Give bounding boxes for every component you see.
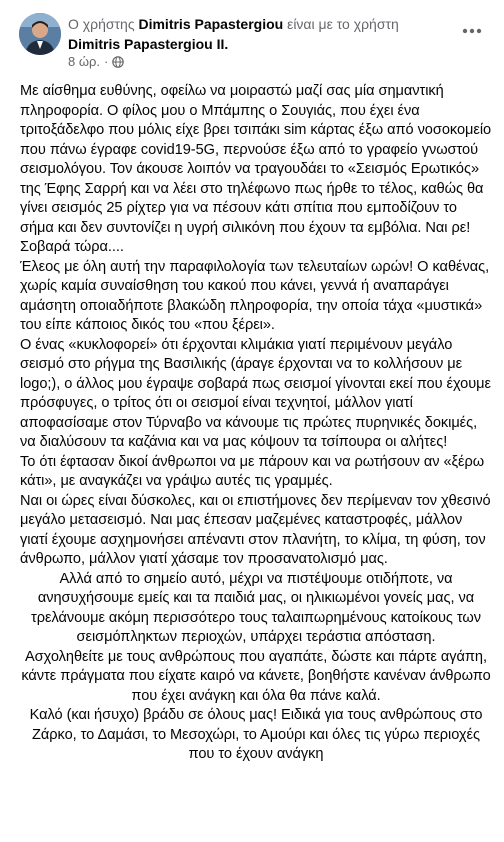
- more-options-icon: [462, 21, 482, 39]
- post-paragraph: Καλό (και ήσυχο) βράδυ σε όλους μας! Ειδικά για τους ανθρώπους στο Ζάρκο, το Δαμάσι, το Μεσοχώρι, το Αμούρι και όλες τις γύρω περιοχές που το έχουν ανάγκη: [29, 707, 483, 762]
- header-line: [68, 14, 464, 34]
- meta-separator: ·: [104, 54, 109, 69]
- post-header: [0, 0, 504, 80]
- header-text: [68, 14, 464, 54]
- post-paragraph: Έλεος με όλη αυτή την παραφιλολογία των τελευταίων ωρών! Ο καθένας, χωρίς καμία συναίσθηση του κακού που κάνει, γεννά ή αναπαράγει αμάσητη οποιαδήποτε βλακώδη πληροφορία, την οποία τάχα «μυστικά» του είπε κάποιος δικός του «που ξέρει».: [20, 258, 490, 333]
- post-paragraph: Ναι οι ώρες είναι δύσκολες, και οι επιστήμονες δεν περίμεναν τον χθεσινό μεγάλο μετασεισμό. Ναι μας έπεσαν μαζεμένες καταστροφές, μάλλον γιατί έχουμε ασχημονήσει απέναντι στον πλανήτη, το κλίμα, τη φύση, τον άνθρωπο, μάλλον γιατί χάσαμε τον προσανατολισμό μας.: [20, 492, 491, 567]
- post-paragraph: Ασχοληθείτε με τους ανθρώπους που αγαπάτε, δώστε και πάρτε αγάπη, κάντε πράγματα που είχατε καιρό να κάνετε, βοηθήστε κανέναν άνθρωπο που έχει ανάγκη και όλα θα πάνε καλά.: [21, 648, 491, 704]
- tagged-user-link[interactable]: Dimitris Papastergiou II.: [68, 36, 229, 52]
- header-prefix: Ο χρήστης: [68, 16, 139, 32]
- post-timestamp-link[interactable]: 8 ώρ.: [68, 54, 100, 69]
- globe-icon[interactable]: [112, 56, 124, 68]
- post-body: [20, 82, 492, 765]
- avatar[interactable]: [19, 13, 61, 55]
- more-options-button[interactable]: [458, 20, 486, 40]
- post-paragraph: Σοβαρά τώρα....: [20, 239, 124, 255]
- post-meta: [68, 54, 124, 69]
- author-name-link[interactable]: Dimitris Papastergiou: [138, 16, 284, 32]
- post-paragraph: Αλλά από το σημείο αυτό, μέχρι να πιστέψουμε οτιδήποτε, να ανησυχήσουμε εμείς και τα παιδιά μας, οι ηλικιωμένοι γονείς μας, να τρελάνουμε ακόμη περισσότερο τους ταλαιπωρημένους κατοίκους των σεισμόπληκτων περιοχών, υπάρχει τεράστια απόσταση.: [31, 570, 481, 645]
- post-paragraph: Ο ένας «κυκλοφορεί» ότι έρχονται κλιμάκια γιατί περιμένουν μεγάλο σεισμό στο ρήγμα της Βασιλικής (άραγε έρχονται να το κολλήσουν με logo;), ο άλλος μου έγραψε σοβαρά πως σεισμοί γίνονται εκεί που έχουμε πρόσφυγες, ο τρίτος ότι οι σεισμοί είναι τεχνητοί, μάλλον γιατί αποφασίσαμε στον Τύρναβο να κάνουμε τις πρώτες πυρηνικές δοκιμές, να διαλύσουν τα καζάνια και να μας κόψουν τα τσίπουρα οι αλήτες!: [20, 336, 491, 450]
- post-paragraph: Με αίσθημα ευθύνης, οφείλω να μοιραστώ μαζί σας μία σημαντική πληροφορία. Ο φίλος μου ο Μπάμπης ο Σουγιάς, που έχει ένα τριτοξάδελφο που μόλις είχε βρει τσιπάκι sim κάρτας έξω από νοσοκομείο που πάνω έγραφε covid19-5G, περνούσε έξω από το γραφείο γνωστού σεισμολόγου. Τον άκουσε λοιπόν να τραγουδάει το «Σεισμός Ερωτικός» της Έφης Σαρρή και να λέει στο τηλέφωνο πως ήρθε το τέλος, καθώς θα γίνει σεισμός 25 ρίχτερ για να πέσουν κάτι σπίτια που εμποδίζουν το σήμα και δεν συντονίζει η υγρή σιλικόνη που έχουν τα εμβόλια. Ναι ρε!: [20, 83, 492, 236]
- post-paragraph: Το ότι έφτασαν δικοί άνθρωποι να με πάρουν και να ρωτήσουν αν «ξέρω κάτι», με αναγκάζει να γράψω αυτές τις γραμμές.: [20, 453, 485, 489]
- header-suffix: είναι με το χρήστη: [283, 16, 399, 32]
